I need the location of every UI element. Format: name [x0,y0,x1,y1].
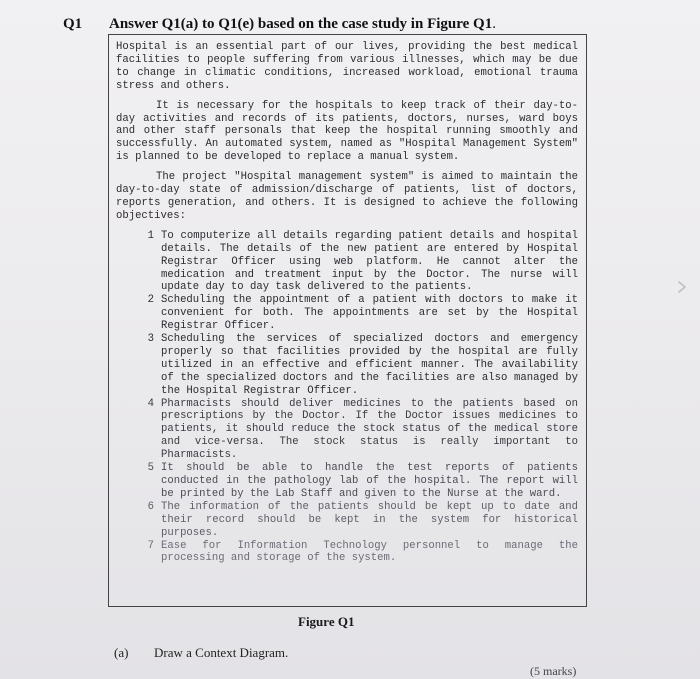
case-paragraph-3: The project "Hospital management system" is aimed to maintain the day-to-day state of admission/discharge of patients, list of doctors, reports generation, and others. It is designed to achieve the following objectives: [116,171,578,222]
objective-text: It should be able to handle the test reports of patients conducted in the pathology lab of the hospital. The report will be printed by the Lab Staff and given to the Nurse at the ward. [161,462,578,500]
objective-item [116,333,578,398]
objective-item [116,540,578,566]
question-number: Q1 [63,16,83,32]
sub-question-marks: (5 marks) [530,664,577,678]
objective-text: To computerize all details regarding patient details and hospital details. The details of the new patient are entered by Hospital Registrar Officer using web platform. He cannot alter the medication and treatment input by the Doctor. The nurse will update day to day task delivered to the patients. [161,229,578,294]
case-study-box [108,34,587,607]
objective-text: Ease for Information Technology personnel to manage the processing and storage of the system. [161,539,578,565]
case-paragraph-2: It is necessary for the hospitals to keep track of their day-to-day activities and records of its patients, doctors, nurses, ward boys and other staff personals that keep the hospital running smoothly and successfully. An automated system, named as "Hospital Management System" is planned to be developed to replace a manual system. [116,99,578,164]
objective-item [116,462,578,501]
objective-number: 1 [147,229,154,242]
chevron-right-icon[interactable] [676,280,688,294]
question-title-suffix: . [492,16,496,32]
question-title-figure-ref: Figure Q1 [427,16,493,32]
objective-item [116,398,578,463]
objective-item [116,294,578,333]
objectives-list [116,230,578,566]
objective-number: 3 [147,333,154,346]
figure-caption: Figure Q1 [298,614,355,629]
objective-text: Scheduling the services of specialized doctors and emergency properly so that facilities provided by the hospital are fully utilized in an effective and efficient manner. The availability of the specialized doctors and the facilities are also managed by the Hospital Registrar Officer. [161,333,578,397]
objective-number: 5 [147,462,154,475]
question-title-prefix: Answer Q1(a) to Q1(e) based on the case study in [109,16,428,32]
objective-number: 4 [147,397,154,410]
objective-number: 7 [147,539,154,552]
sub-question-text: Draw a Context Diagram. [154,645,289,660]
case-paragraph-1: Hospital is an essential part of our lives, providing the best medical facilities to people suffering from various illnesses, which may be due to change in climatic conditions, increased workload, emotional trauma stress and others. [116,41,578,92]
objective-number: 2 [147,294,154,307]
objective-text: The information of the patients should be kept up to date and their record should be kept in the system for historical purposes. [161,500,578,539]
objective-text: Scheduling the appointment of a patient with doctors to make it convenient for both. The appointments are set by the Hospital Registrar Officer. [161,294,578,333]
objective-text: Pharmacists should deliver medicines to the patients based on prescriptions by the Doctor. If the Doctor issues medicines to patients, it should reduce the stock status of the medical store and vice-versa. The stock status is really important to Pharmacists. [161,397,578,462]
objective-number: 6 [147,500,154,513]
objective-item [116,501,578,540]
objective-item [116,230,578,295]
sub-question-label: (a) [114,645,129,660]
question-title [109,16,496,33]
